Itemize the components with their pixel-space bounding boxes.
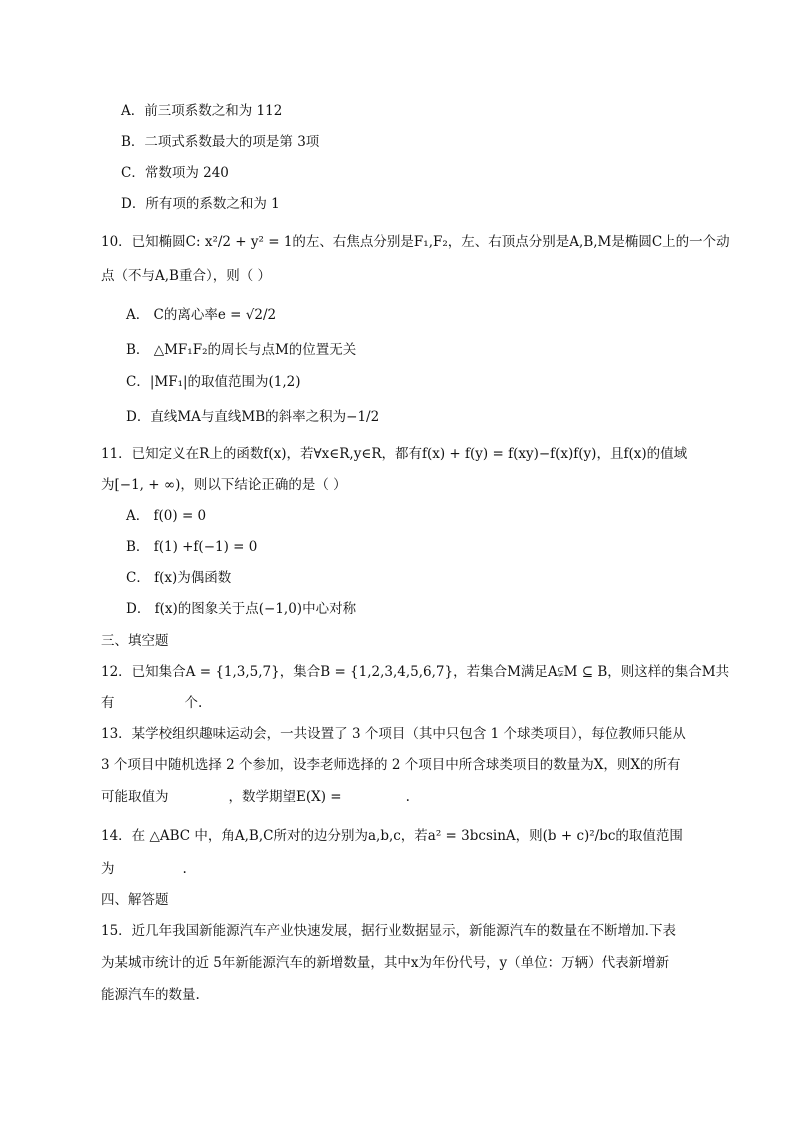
q9-option-b: B．二项式系数最大的项是第 3项	[121, 134, 320, 150]
q14-line1: 14．在 △ABC 中，角A,B,C所对的边分别为a,b,c，若a² = 3bcsinA，则(b + c)²/bc的取值范围	[101, 828, 683, 844]
q13-line2: 3 个项目中随机选择 2 个参加，设李老师选择的 2 个项目中所含球类项目的数量为X，则X的所有	[101, 757, 681, 773]
q11-option-c: C． f(x)为偶函数	[126, 570, 232, 586]
q11-option-d: D． f(x)的图象关于点(−1,0)中心对称	[126, 601, 357, 617]
q9-option-d: D．所有项的系数之和为 1	[121, 196, 280, 212]
q10-option-d: D．直线MA与直线MB的斜率之积为−1/2	[126, 409, 380, 425]
section-heading-solution: 四、解答题	[101, 892, 169, 908]
q10-option-b: B． △MF₁F₂的周长与点M的位置无关	[126, 342, 357, 358]
q15-line2: 为某城市统计的近 5年新能源汽车的新增数量，其中x为年份代号，y（单位：万辆）代表新增新	[101, 955, 670, 971]
q12-line2	[101, 693, 202, 713]
q11-option-a: A． f(0) = 0	[126, 508, 207, 524]
q14-line2-end: .	[182, 861, 187, 877]
q10-stem-line2: 点（不与A,B重合），则（ ）	[101, 268, 272, 284]
q11-stem-line2: 为[−1, + ∞)，则以下结论正确的是（ ）	[101, 477, 347, 493]
q12-line1: 12．已知集合A = {1,3,5,7}，集合B = {1,2,3,4,5,6,7}，若集合M满足A⫋M ⊆ B，则这样的集合M共	[101, 664, 730, 680]
q11-option-b: B． f(1) +f(−1) = 0	[126, 539, 258, 555]
q14-line2-start: 为	[101, 861, 115, 877]
q9-option-c: C．常数项为 240	[121, 165, 229, 181]
q13-line1: 13．某学校组织趣味运动会，一共设置了 3 个项目（其中只包含 1 个球类项目），每位教师只能从	[101, 726, 686, 742]
section-heading-fill-blank: 三、填空题	[101, 633, 169, 649]
q15-line1: 15．近几年我国新能源汽车产业快速发展，据行业数据显示，新能源汽车的数量在不断增加.下表	[101, 923, 676, 939]
q14-line2	[101, 859, 187, 879]
q13-line3	[101, 787, 410, 807]
q10-option-a: A． C的离心率e = √2/2	[126, 307, 277, 323]
q10-option-c: C．|MF₁|的取值范围为(1,2)	[126, 374, 301, 390]
q15-line3: 能源汽车的数量.	[101, 987, 200, 1003]
q9-option-a: A．前三项系数之和为 112	[121, 103, 283, 119]
q13-line3-a: 可能取值为	[101, 789, 169, 805]
q13-line3-b: ，数学期望E(X) =	[228, 789, 342, 805]
q13-line3-c: .	[405, 789, 410, 805]
q11-stem-line1: 11．已知定义在R上的函数f(x)，若∀x∈R,y∈R，都有f(x) + f(y) = f(xy)−f(x)f(y)，且f(x)的值域	[101, 446, 688, 462]
q12-line2-start: 有	[101, 695, 115, 711]
q10-stem-line1: 10．已知椭圆C: x²/2 + y² = 1的左、右焦点分别是F₁,F₂，左、右顶点分别是A,B,M是椭圆C上的一个动	[101, 234, 730, 250]
q12-line2-end: 个.	[184, 695, 203, 711]
